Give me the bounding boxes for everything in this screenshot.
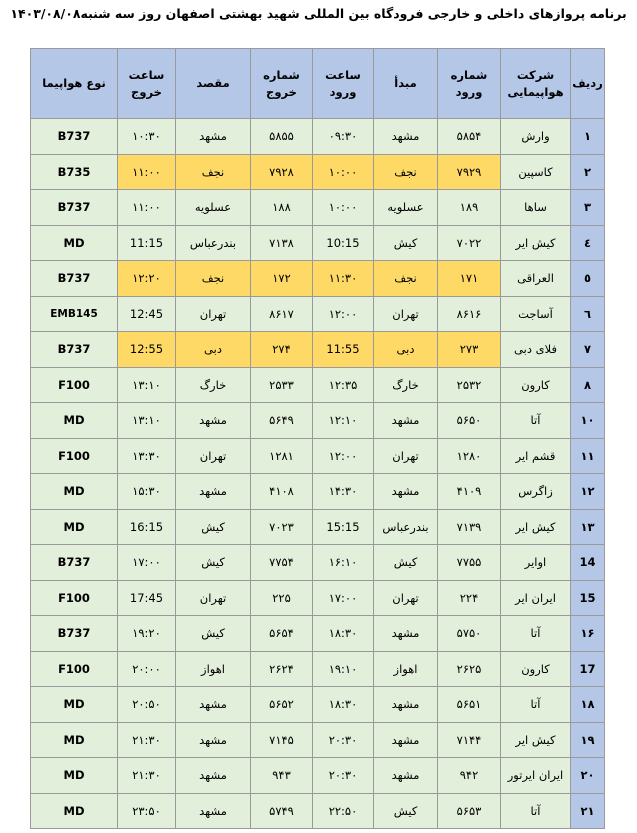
origin-cell: نجف [374,261,438,297]
row-number-cell: ۲۰ [571,758,605,794]
origin-cell: عسلویه [374,190,438,226]
destination-cell: مشهد [176,722,251,758]
row-number-cell: ۸ [571,367,605,403]
row-number-cell: ۱۶ [571,616,605,652]
departure-time-cell: 16:15 [118,509,176,545]
airline-cell: وارش [501,119,571,155]
arrival-time-cell: 15:15 [313,509,374,545]
airline-cell: کیش ایر [501,509,571,545]
airline-cell: ساها [501,190,571,226]
aircraft-cell: MD [31,403,118,439]
destination-cell: تهران [176,296,251,332]
origin-cell: خارگ [374,367,438,403]
origin-cell: دبی [374,332,438,368]
table-row [31,722,605,758]
departure-flight-cell: ۵۸۵۵ [251,119,313,155]
row-number-cell: 14 [571,545,605,581]
departure-flight-cell: ۱۷۲ [251,261,313,297]
origin-cell: کیش [374,793,438,829]
departure-flight-cell: ۸۶۱۷ [251,296,313,332]
departure-time-cell: ۲۰:۵۰ [118,687,176,723]
row-number-cell: ۱۱ [571,438,605,474]
destination-cell: مشهد [176,687,251,723]
aircraft-cell: F100 [31,367,118,403]
arrival-time-cell: ۱۱:۳۰ [313,261,374,297]
departure-time-cell: 17:45 [118,580,176,616]
arrival-flight-cell: ۲۵۳۲ [438,367,501,403]
departure-time-cell: ۲۰:۰۰ [118,651,176,687]
aircraft-cell: B737 [31,332,118,368]
destination-cell: کیش [176,509,251,545]
table-row [31,225,605,261]
arrival-flight-cell: ۸۶۱۶ [438,296,501,332]
aircraft-cell: B737 [31,261,118,297]
departure-flight-cell: ۷۱۴۵ [251,722,313,758]
destination-cell: مشهد [176,758,251,794]
table-row [31,438,605,474]
table-row [31,332,605,368]
arrival-time-cell: 11:55 [313,332,374,368]
airline-cell: آساجت [501,296,571,332]
header-origin: مبدأ [374,49,438,119]
row-number-cell: 17 [571,651,605,687]
origin-cell: مشهد [374,474,438,510]
header-departure-time: ساعت خروج [118,49,176,119]
arrival-time-cell: ۱۲:۰۰ [313,296,374,332]
departure-flight-cell: ۷۷۵۴ [251,545,313,581]
arrival-time-cell: 10:15 [313,225,374,261]
destination-cell: مشهد [176,403,251,439]
aircraft-cell: MD [31,509,118,545]
airline-cell: قشم ایر [501,438,571,474]
airline-cell: کیش ایر [501,722,571,758]
origin-cell: تهران [374,438,438,474]
table-row [31,154,605,190]
arrival-flight-cell: ۴۱۰۹ [438,474,501,510]
airline-cell: کارون [501,651,571,687]
departure-time-cell: ۱۰:۳۰ [118,119,176,155]
departure-flight-cell: ۵۷۴۹ [251,793,313,829]
destination-cell: عسلویه [176,190,251,226]
departure-flight-cell: ۷۰۲۳ [251,509,313,545]
aircraft-cell: B737 [31,119,118,155]
destination-cell: مشهد [176,119,251,155]
departure-time-cell: ۲۱:۳۰ [118,722,176,758]
row-number-cell: ۱۳ [571,509,605,545]
row-number-cell: ۷ [571,332,605,368]
arrival-flight-cell: ۷۱۳۹ [438,509,501,545]
destination-cell: مشهد [176,474,251,510]
airline-cell: کارون [501,367,571,403]
departure-flight-cell: ۲۵۳۳ [251,367,313,403]
arrival-time-cell: ۱۴:۳۰ [313,474,374,510]
aircraft-cell: MD [31,722,118,758]
destination-cell: مشهد [176,793,251,829]
origin-cell: نجف [374,154,438,190]
row-number-cell: ۳ [571,190,605,226]
departure-flight-cell: ۵۶۴۹ [251,403,313,439]
row-number-cell: ۱۸ [571,687,605,723]
departure-time-cell: ۱۱:۰۰ [118,190,176,226]
aircraft-cell: MD [31,687,118,723]
aircraft-cell: MD [31,793,118,829]
arrival-time-cell: ۲۰:۳۰ [313,722,374,758]
departure-flight-cell: ۴۱۰۸ [251,474,313,510]
departure-time-cell: ۱۳:۱۰ [118,367,176,403]
table-row [31,367,605,403]
origin-cell: مشهد [374,687,438,723]
arrival-time-cell: ۱۲:۰۰ [313,438,374,474]
aircraft-cell: MD [31,758,118,794]
departure-flight-cell: ۵۶۵۲ [251,687,313,723]
arrival-flight-cell: ۵۶۵۳ [438,793,501,829]
aircraft-cell: B735 [31,154,118,190]
airline-cell: آتا [501,793,571,829]
aircraft-cell: F100 [31,651,118,687]
aircraft-cell: F100 [31,438,118,474]
header-destination: مقصد [176,49,251,119]
origin-cell: اهواز [374,651,438,687]
table-row [31,296,605,332]
table-row [31,651,605,687]
row-number-cell: ٦ [571,296,605,332]
departure-flight-cell: ۲۷۴ [251,332,313,368]
arrival-time-cell: ۱۲:۱۰ [313,403,374,439]
destination-cell: کیش [176,545,251,581]
origin-cell: تهران [374,296,438,332]
departure-time-cell: 12:45 [118,296,176,332]
airline-cell: ایران ایر [501,580,571,616]
arrival-flight-cell: ۵۶۵۰ [438,403,501,439]
row-number-cell: ۲۱ [571,793,605,829]
table-row [31,261,605,297]
destination-cell: بندرعباس [176,225,251,261]
origin-cell: مشهد [374,722,438,758]
departure-flight-cell: ۱۲۸۱ [251,438,313,474]
origin-cell: بندرعباس [374,509,438,545]
table-row [31,545,605,581]
header-arrival-flight: شماره ورود [438,49,501,119]
origin-cell: مشهد [374,119,438,155]
header-airline: شرکت هواپیمایی [501,49,571,119]
departure-time-cell: 11:15 [118,225,176,261]
origin-cell: مشهد [374,616,438,652]
arrival-flight-cell: ۷۷۵۵ [438,545,501,581]
row-number-cell: ۱ [571,119,605,155]
arrival-flight-cell: ۹۴۲ [438,758,501,794]
flight-schedule-table [30,48,605,829]
departure-time-cell: 12:55 [118,332,176,368]
arrival-time-cell: ۱۰:۰۰ [313,154,374,190]
arrival-flight-cell: ۵۸۵۴ [438,119,501,155]
origin-cell: تهران [374,580,438,616]
row-number-cell: ۲ [571,154,605,190]
departure-time-cell: ۱۳:۳۰ [118,438,176,474]
arrival-flight-cell: ۲۶۲۵ [438,651,501,687]
table-row [31,687,605,723]
table-row [31,509,605,545]
airline-cell: کیش ایر [501,225,571,261]
aircraft-cell: F100 [31,580,118,616]
airline-cell: زاگرس [501,474,571,510]
arrival-time-cell: ۱۶:۱۰ [313,545,374,581]
aircraft-cell: B737 [31,545,118,581]
departure-time-cell: ۱۷:۰۰ [118,545,176,581]
destination-cell: تهران [176,438,251,474]
aircraft-cell: EMB145 [31,296,118,332]
origin-cell: کیش [374,225,438,261]
aircraft-cell: B737 [31,616,118,652]
arrival-flight-cell: ۱۸۹ [438,190,501,226]
aircraft-cell: MD [31,474,118,510]
row-number-cell: ۱۲ [571,474,605,510]
row-number-cell: ٤ [571,225,605,261]
row-number-cell: 15 [571,580,605,616]
origin-cell: مشهد [374,758,438,794]
table-row [31,580,605,616]
departure-time-cell: ۱۱:۰۰ [118,154,176,190]
table-row [31,758,605,794]
departure-flight-cell: ۲۲۵ [251,580,313,616]
destination-cell: نجف [176,154,251,190]
row-number-cell: ٥ [571,261,605,297]
row-number-cell: ۱۹ [571,722,605,758]
arrival-time-cell: ۱۷:۰۰ [313,580,374,616]
header-row-number: ردیف [571,49,605,119]
departure-flight-cell: ۵۶۵۴ [251,616,313,652]
arrival-time-cell: ۲۰:۳۰ [313,758,374,794]
arrival-time-cell: ۱۲:۳۵ [313,367,374,403]
origin-cell: مشهد [374,403,438,439]
header-departure-flight: شماره خروج [251,49,313,119]
table-row [31,190,605,226]
destination-cell: خارگ [176,367,251,403]
departure-flight-cell: ۹۴۳ [251,758,313,794]
arrival-flight-cell: ۲۲۴ [438,580,501,616]
destination-cell: کیش [176,616,251,652]
departure-flight-cell: ۷۹۲۸ [251,154,313,190]
airline-cell: فلای دبی [501,332,571,368]
table-body [31,119,605,829]
arrival-flight-cell: ۵۶۵۱ [438,687,501,723]
arrival-flight-cell: ۷۰۲۲ [438,225,501,261]
arrival-flight-cell: ۱۲۸۰ [438,438,501,474]
row-number-cell: ۱۰ [571,403,605,439]
departure-flight-cell: ۱۸۸ [251,190,313,226]
header-arrival-time: ساعت ورود [313,49,374,119]
table-row [31,119,605,155]
airline-cell: آتا [501,403,571,439]
arrival-flight-cell: ۷۱۴۴ [438,722,501,758]
table-row [31,403,605,439]
airline-cell: اوایر [501,545,571,581]
table-row [31,474,605,510]
departure-time-cell: ۱۵:۳۰ [118,474,176,510]
airline-cell: العراقی [501,261,571,297]
arrival-time-cell: ۱۸:۳۰ [313,616,374,652]
departure-flight-cell: ۷۱۳۸ [251,225,313,261]
arrival-time-cell: ۱۰:۰۰ [313,190,374,226]
arrival-time-cell: ۱۸:۳۰ [313,687,374,723]
origin-cell: کیش [374,545,438,581]
airline-cell: آتا [501,687,571,723]
arrival-flight-cell: ۵۷۵۰ [438,616,501,652]
airline-cell: ایران ایرتور [501,758,571,794]
table-row [31,616,605,652]
departure-time-cell: ۱۲:۲۰ [118,261,176,297]
table-row [31,793,605,829]
destination-cell: نجف [176,261,251,297]
destination-cell: تهران [176,580,251,616]
departure-time-cell: ۲۳:۵۰ [118,793,176,829]
arrival-flight-cell: ۲۷۳ [438,332,501,368]
departure-time-cell: ۱۳:۱۰ [118,403,176,439]
airline-cell: آتا [501,616,571,652]
aircraft-cell: B737 [31,190,118,226]
arrival-time-cell: ۲۲:۵۰ [313,793,374,829]
header-aircraft: نوع هواپیما [31,49,118,119]
departure-flight-cell: ۲۶۲۴ [251,651,313,687]
aircraft-cell: MD [31,225,118,261]
destination-cell: اهواز [176,651,251,687]
arrival-flight-cell: ۱۷۱ [438,261,501,297]
departure-time-cell: ۱۹:۲۰ [118,616,176,652]
arrival-time-cell: ۰۹:۳۰ [313,119,374,155]
destination-cell: دبی [176,332,251,368]
airline-cell: کاسپین [501,154,571,190]
arrival-flight-cell: ۷۹۲۹ [438,154,501,190]
header-row [31,49,605,119]
page-title: برنامه پروازهای داخلی و خارجی فرودگاه بین المللی شهید بهشتی اصفهان روز سه شنبه۱۴۰۳/۰۸/۰۸ [10,6,627,21]
arrival-time-cell: ۱۹:۱۰ [313,651,374,687]
departure-time-cell: ۲۱:۳۰ [118,758,176,794]
